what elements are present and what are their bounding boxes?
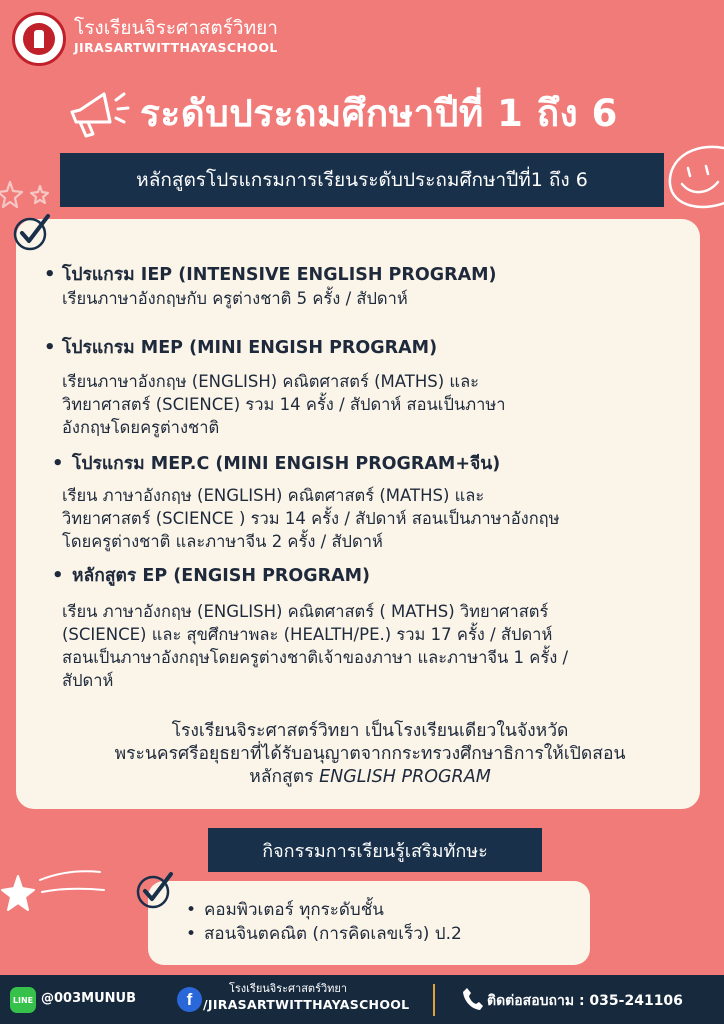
school-name-latin: JIRASARTWITTHAYASCHOOL: [74, 40, 278, 55]
school-note: [60, 720, 680, 789]
list-item: • คอมพิวเตอร์ ทุกระดับชั้น: [186, 898, 462, 922]
facebook-icon[interactable]: f: [177, 987, 202, 1012]
shooting-star-doodle-icon: [0, 866, 110, 922]
activities-banner: กิจกรรมการเรียนรู้เสริมทักษะ: [208, 828, 542, 872]
phone-icon: [462, 987, 484, 1011]
school-logo: [12, 12, 66, 66]
school-name-thai: โรงเรียนจิระศาสตร์วิทยา: [74, 17, 278, 39]
program-desc-line: วิทยาศาสตร์ (SCIENCE ) รวม 14 ครั้ง / สัปดาห์ สอนเป็นภาษาอังกฤษ: [62, 509, 560, 528]
program-desc-line: สัปดาห์: [62, 671, 114, 690]
facebook-page-name: โรงเรียนจิระศาสตร์วิทยา: [228, 982, 348, 995]
program-ep: [62, 565, 568, 692]
bullet: •: [44, 337, 56, 358]
program-desc-line: เรียน ภาษาอังกฤษ (ENGLISH) คณิตศาสตร์ ( MATHS) วิทยาศาสตร์: [62, 602, 549, 621]
program-mepc: [62, 453, 560, 553]
program-title: โปรแกรม MEP (MINI ENGISH PROGRAM): [62, 338, 438, 358]
program-title: หลักสูตร EP (ENGISH PROGRAM): [72, 566, 371, 586]
contact-phone[interactable]: ติดต่อสอบถาม : 035-241106: [487, 993, 683, 1009]
program-mep: [62, 337, 505, 439]
note-line: หลักสูตร ENGLISH PROGRAM: [249, 767, 491, 787]
footer: [0, 975, 724, 1024]
program-desc-line: เรียนภาษาอังกฤษ (ENGLISH) คณิตศาสตร์ (MATHS) และ: [62, 372, 480, 391]
program-desc-line: โดยครูต่างชาติ และภาษาจีน 2 ครั้ง / สัปดาห์: [62, 532, 383, 551]
checkmark-icon: [135, 870, 175, 910]
facebook-handle[interactable]: /JIRASARTWITTHAYASCHOOL: [203, 997, 410, 1012]
program-title: โปรแกรม MEP.C (MINI ENGISH PROGRAM+จีน): [72, 454, 501, 474]
program-iep: [62, 264, 497, 310]
bullet: •: [52, 453, 64, 474]
program-desc-line: สอนเป็นภาษาอังกฤษโดยครูต่างชาติเจ้าของภาษา และภาษาจีน 1 ครั้ง /: [62, 648, 569, 667]
program-desc-line: เรียน ภาษาอังกฤษ (ENGLISH) คณิตศาสตร์ (MATHS) และ: [62, 486, 485, 505]
program-title: โปรแกรม IEP (INTENSIVE ENGLISH PROGRAM): [62, 265, 497, 285]
program-desc-line: เรียนภาษาอังกฤษกับ ครูต่างชาติ 5 ครั้ง / สัปดาห์: [62, 289, 408, 308]
bullet: •: [44, 264, 56, 285]
note-line: โรงเรียนจิระศาสตร์วิทยา เป็นโรงเรียนเดียวในจังหวัด: [171, 721, 569, 741]
line-id[interactable]: @003MUNUB: [41, 991, 136, 1006]
program-desc-line: วิทยาศาสตร์ (SCIENCE) รวม 14 ครั้ง / สัปดาห์ สอนเป็นภาษา: [62, 395, 506, 414]
smiley-doodle-icon: [662, 140, 724, 214]
page-title: ระดับประถมศึกษาปีที่ 1 ถึง 6: [140, 92, 618, 135]
checkmark-icon: [12, 212, 52, 252]
note-program-name: ENGLISH PROGRAM: [319, 767, 491, 787]
curriculum-banner: หลักสูตรโปรแกรมการเรียนระดับประถมศึกษาปีที่1 ถึง 6: [60, 153, 664, 207]
note-line: พระนครศรีอยุธยาที่ได้รับอนุญาตจากกระทรวงศึกษาธิการให้เปิดสอน: [114, 744, 626, 764]
list-item: • สอนจินตคณิต (การคิดเลขเร็ว) ป.2: [186, 922, 462, 946]
footer-divider: [433, 984, 435, 1016]
activities-list: [186, 898, 462, 946]
line-app-icon[interactable]: LINE: [10, 987, 36, 1013]
program-desc-line: อังกฤษโดยครูต่างชาติ: [62, 418, 220, 437]
program-desc-line: (SCIENCE) และ สุขศึกษาพละ (HEALTH/PE.) รวม 17 ครั้ง / สัปดาห์: [62, 625, 553, 644]
bullet: •: [52, 565, 64, 586]
megaphone-icon: [66, 82, 132, 140]
